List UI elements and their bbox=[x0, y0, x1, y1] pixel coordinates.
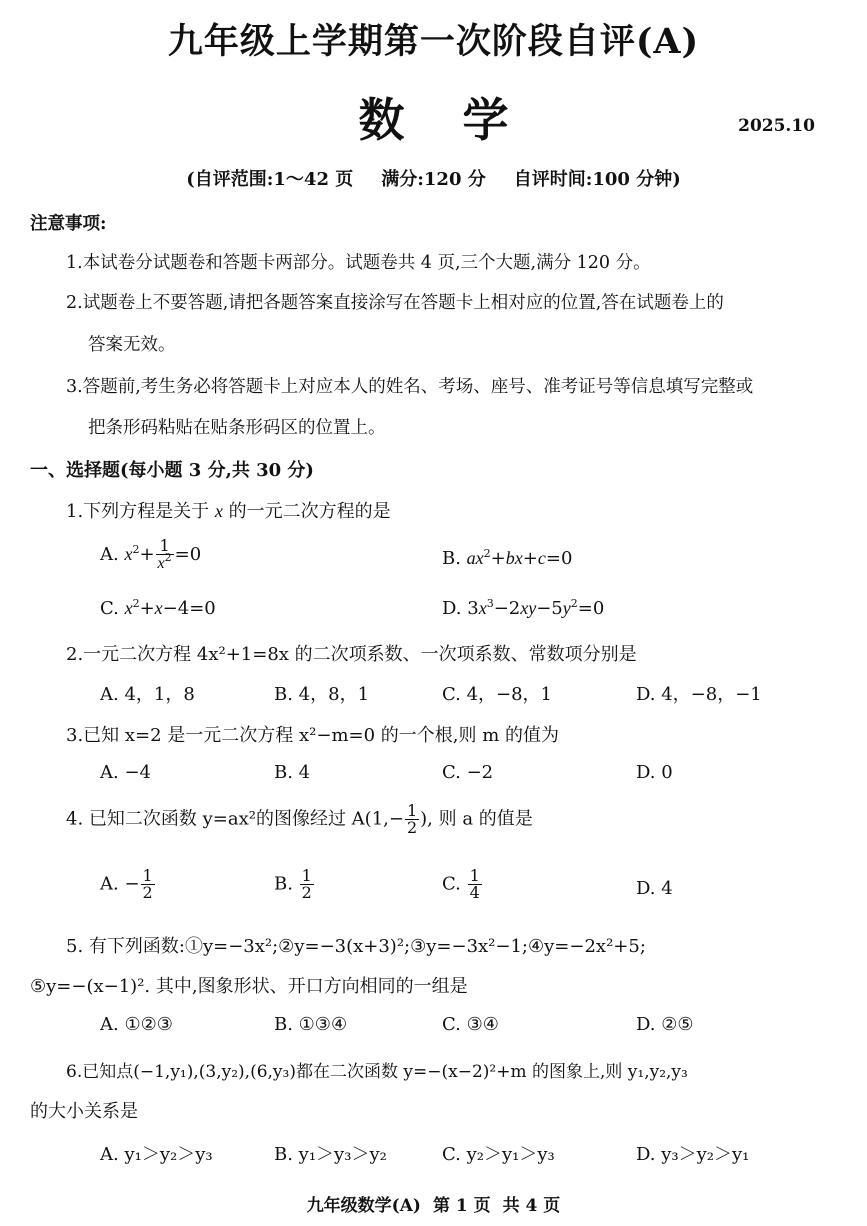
question-5-stem-line-1: 5. 有下列函数:①y=−3x²;②y=−3(x+3)²;③y=−3x²−1;④y=−2x²+5; bbox=[66, 936, 646, 957]
question-5-option-b: B. ①③④ bbox=[274, 1014, 348, 1035]
question-2-option-b: B. 4，8，1 bbox=[274, 684, 370, 705]
exam-info-line bbox=[0, 165, 867, 191]
footer-total: 共 4 页 bbox=[502, 1196, 561, 1216]
question-4-stem: 4. 已知二次函数 y=ax²的图像经过 A(1,− $\frac{1}{2}$ ), 则 a 的值是 bbox=[66, 801, 533, 837]
full-score: 满分:120 分 bbox=[381, 169, 486, 190]
question-4-option-d: D. 4 bbox=[636, 878, 673, 899]
question-6-option-d: D. y₃＞y₂＞y₁ bbox=[636, 1144, 750, 1165]
question-5-option-d: D. ②⑤ bbox=[636, 1014, 694, 1035]
question-1-option-a: A. $x^2+$ $\frac{1}{x^2}$ =0 bbox=[100, 536, 202, 572]
question-3-option-a: A. −4 bbox=[100, 762, 151, 783]
question-4-option-a: A. − $\frac{1}{2}$ bbox=[100, 866, 153, 902]
question-2-option-a: A. 4，1，8 bbox=[100, 684, 195, 705]
question-3-stem: 3.已知 x=2 是一元二次方程 x²−m=0 的一个根,则 m 的值为 bbox=[66, 725, 560, 746]
question-5-stem-line-2: ⑤y=−(x−1)². 其中,图象形状、开口方向相同的一组是 bbox=[30, 976, 468, 997]
question-1-option-d: D. $3x^3-2xy-5y^2=0$ bbox=[442, 597, 605, 619]
question-6-option-b: B. y₁＞y₃＞y₂ bbox=[274, 1144, 387, 1165]
section-heading: 一、选择题(每小题 3 分,共 30 分) bbox=[30, 460, 314, 481]
note-item-3-line-1: 3.答题前,考生务必将答题卡上对应本人的姓名、考场、座号、准考证号等信息填写完整或 bbox=[66, 377, 754, 397]
note-item-1: 1.本试卷分试题卷和答题卡两部分。试题卷共 4 页,三个大题,满分 120 分。 bbox=[66, 253, 651, 273]
exam-time: 自评时间:100 分钟) bbox=[513, 169, 681, 190]
footer-page: 第 1 页 bbox=[432, 1196, 491, 1216]
question-6-stem-line-1: 6.已知点(−1,y₁),(3,y₂),(6,y₃)都在二次函数 y=−(x−2)²+m 的图象上,则 y₁,y₂,y₃ bbox=[66, 1062, 688, 1082]
subject-title: 数学 bbox=[358, 93, 567, 147]
exam-scope: (自评范围:1～42 页 bbox=[186, 169, 354, 190]
exam-title: 九年级上学期第一次阶段自评(A) bbox=[167, 21, 700, 62]
question-5-option-c: C. ③④ bbox=[442, 1014, 499, 1035]
page-footer bbox=[0, 1191, 867, 1216]
note-item-3-line-2: 把条形码粘贴在贴条形码区的位置上。 bbox=[88, 418, 386, 438]
question-1-option-c: C. $x^2+x-4=0$ bbox=[100, 597, 216, 619]
question-2-stem: 2.一元二次方程 4x²+1=8x 的二次项系数、一次项系数、常数项分别是 bbox=[66, 644, 637, 665]
question-1-stem: 1.下列方程是关于 x 的一元二次方程的是 bbox=[66, 501, 391, 522]
question-6-option-c: C. y₂＞y₁＞y₃ bbox=[442, 1144, 555, 1165]
question-5-option-a: A. ①②③ bbox=[100, 1014, 173, 1035]
question-3-option-b: B. 4 bbox=[274, 762, 311, 783]
question-2-option-d: D. 4，−8，−1 bbox=[636, 684, 762, 705]
question-6-option-a: A. y₁＞y₂＞y₃ bbox=[100, 1144, 213, 1165]
notes-heading: 注意事项: bbox=[30, 214, 107, 234]
question-3-option-d: D. 0 bbox=[636, 762, 673, 783]
question-2-option-c: C. 4，−8，1 bbox=[442, 684, 553, 705]
footer-subject: 九年级数学(A) bbox=[306, 1196, 421, 1216]
exam-date: 2025.10 bbox=[738, 116, 815, 136]
question-1-option-b: B. $ax^2+bx+c=0$ bbox=[442, 547, 573, 569]
note-item-2-line-2: 答案无效。 bbox=[88, 335, 176, 355]
question-4-option-b: B. $\frac{1}{2}$ bbox=[274, 866, 312, 902]
question-3-option-c: C. −2 bbox=[442, 762, 494, 783]
question-6-stem-line-2: 的大小关系是 bbox=[30, 1101, 138, 1122]
note-item-2-line-1: 2.试题卷上不要答题,请把各题答案直接涂写在答题卡上相对应的位置,答在试题卷上的 bbox=[66, 293, 724, 313]
question-4-option-c: C. $\frac{1}{4}$ bbox=[442, 866, 480, 902]
